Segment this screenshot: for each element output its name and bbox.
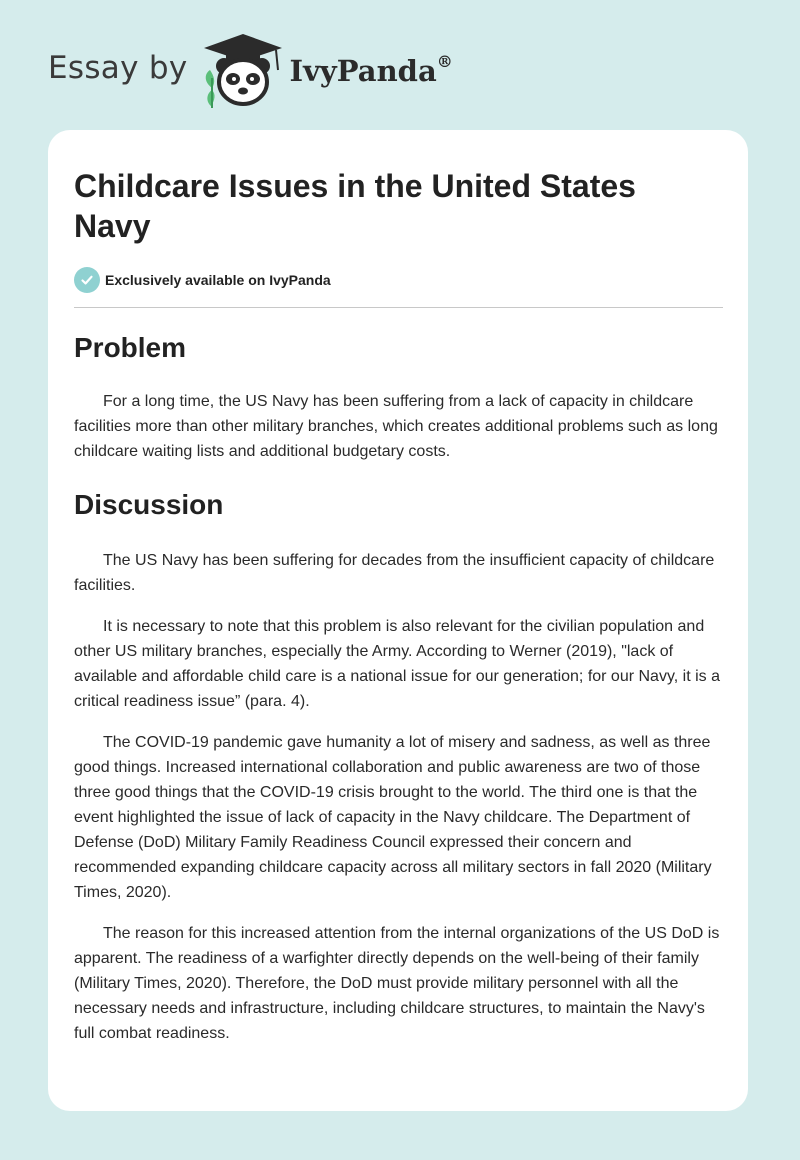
paragraph: The US Navy has been suffering for decades from the insufficient capacity of childcare facilities. — [74, 552, 715, 594]
exclusive-badge — [74, 266, 722, 294]
paragraph: The COVID-19 pandemic gave humanity a lot of misery and sadness, as well as three good things. Increased international collaboration and public awareness are two of those three good things that the COVID-19 crisis brought to the world. The third one is that the event highlighted the issue of lack of capacity in the Navy childcare. The Department of Defense (DoD) Military Family Readiness Council expressed their concern and recommended expanding childcare capacity across all military sectors in fall 2020 (Military Times, 2020). — [74, 734, 712, 901]
site-header — [48, 30, 453, 110]
essay-by-label: Essay by — [48, 50, 188, 86]
exclusive-badge-text: Exclusively available on IvyPanda — [105, 272, 331, 288]
brand-label: IvyPanda — [289, 54, 437, 88]
registered-mark: ® — [436, 52, 453, 71]
page-title: Childcare Issues in the United States Navy — [74, 168, 636, 244]
section-heading-discussion: Discussion — [74, 489, 224, 520]
paragraph: For a long time, the US Navy has been suffering from a lack of capacity in childcare facilities more than other military branches, which creates additional problems such as long childcare waiting lists and additional budgetary costs. — [74, 393, 718, 460]
title-divider — [74, 307, 723, 308]
essay-card — [48, 130, 748, 1111]
paragraph: It is necessary to note that this problem is also relevant for the civilian population and other US military branches, especially the Army. According to Werner (2019), "lack of available and affordable child care is a national issue for our generation; for our Navy, it is a critical readiness issue” (para. 4). — [74, 618, 720, 710]
check-icon — [74, 267, 100, 293]
panda-logo-icon[interactable] — [198, 30, 288, 110]
paragraph: The reason for this increased attention from the internal organizations of the US DoD is apparent. The readiness of a warfighter directly depends on the well-being of their family (Military Times, 2020). Therefore, the DoD must provide military personnel with all the necessary needs and infrastructure, including childcare structures, to maintain the Navy's full combat readiness. — [74, 925, 720, 1042]
brand-name[interactable] — [290, 54, 453, 88]
section-heading-problem: Problem — [74, 332, 187, 363]
